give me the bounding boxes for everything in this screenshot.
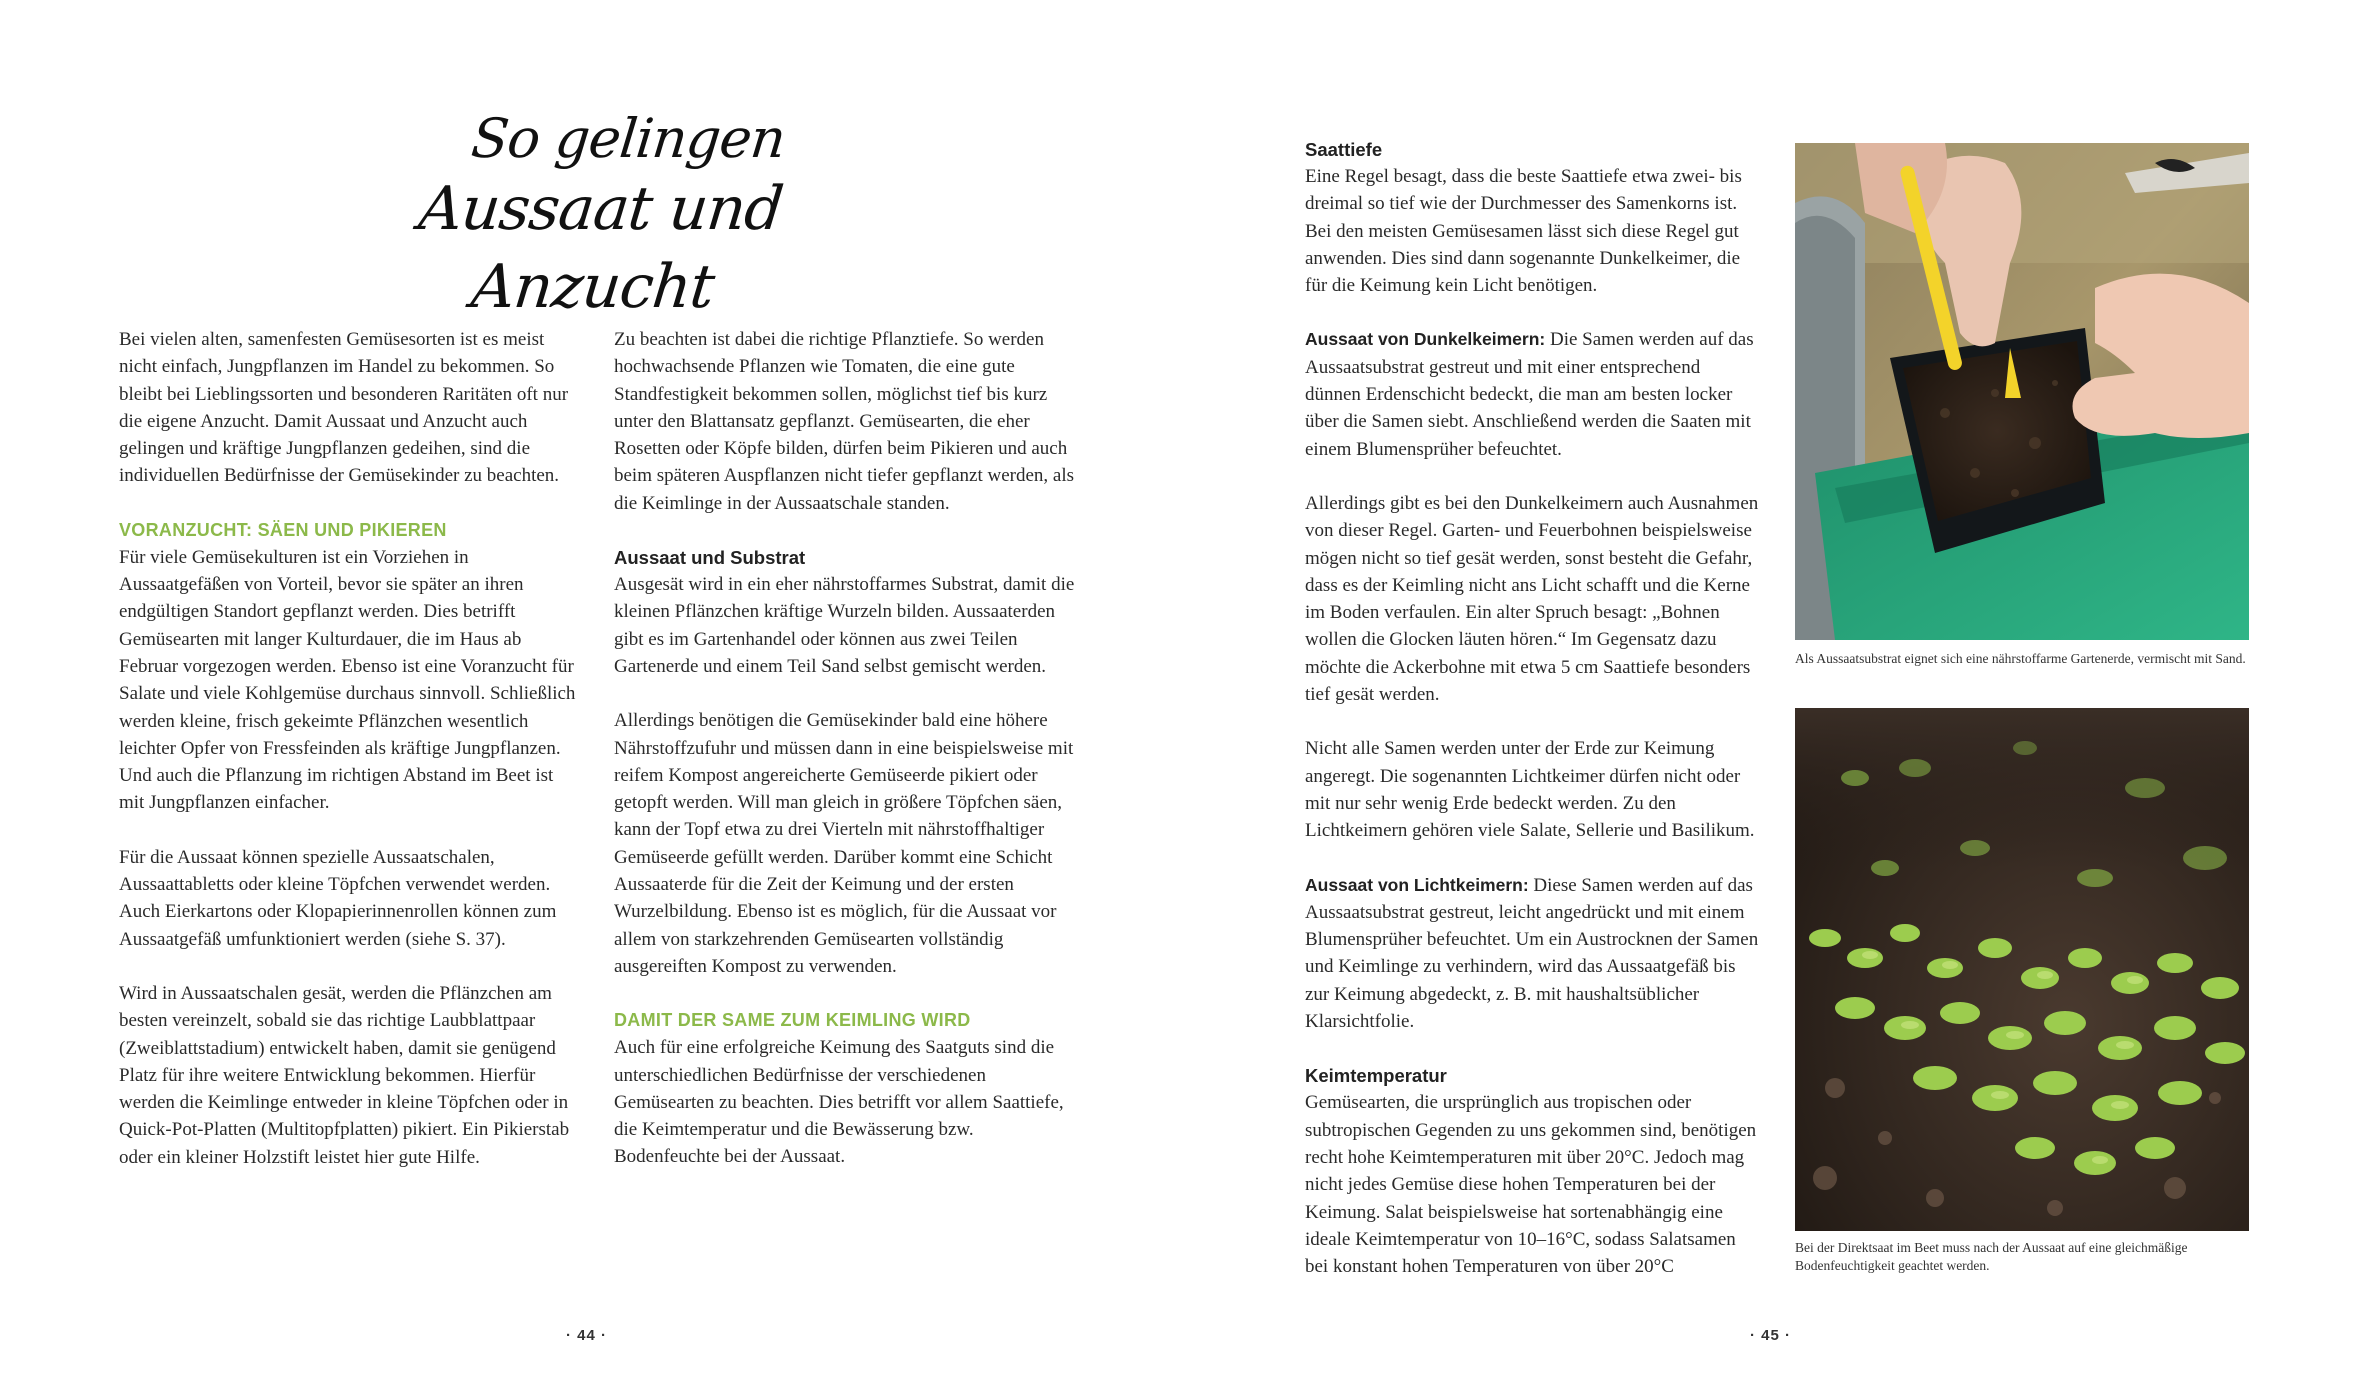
paragraph-text: Diese Samen werden auf das Aussaatsubstrat gestreut, leicht angedrückt und mit einem Blumensprüher befeuchtet. Um ein Austrocknen der Samen und Keimlinge zu verhindern, wird das Aussaatgefäß bis zur Keimung abgedeckt, z. B. mit haushaltsüblicher Klarsichtfolie. — [1305, 874, 1759, 1033]
intro-paragraph: Bei vielen alten, samenfesten Gemüsesorten ist es meist nicht einfach, Jungpflanzen im Handel zu bekommen. So bleibt bei Lieblingssorten und besonderen Raritäten oft nur die eigene Anzucht. Damit Aussaat und Anzucht auch gelingen und kräftige Jungpflanzen gedeihen, sind die individuellen Bedürfnisse der Gemüsekinder zu beachten. — [119, 329, 569, 487]
page-number-left: · 44 · — [566, 1327, 608, 1344]
paragraph: Für die Aussaat können spezielle Aussaatschalen, Aussaattabletts oder kleine Töpfchen verwendet werden. Auch Eierkartons oder Klopapierinnenrollen können zum Aussaatgefäß umfunktioniert werden (siehe S. 37). — [119, 846, 557, 950]
lead-lichtkeimer: Aussaat von Lichtkeimern: — [1305, 874, 1529, 895]
subheading-keimtemperatur: Keimtemperatur — [1305, 1065, 1447, 1087]
photo-seedlings-illustration — [1795, 708, 2249, 1231]
paragraph: Allerdings gibt es bei den Dunkelkeimern auch Ausnahmen von dieser Regel. Garten- und Feuerbohnen beispielsweise mögen nicht so tief gesät werden, sonst besteht die Gefahr, dass es der Keimling nicht ans Licht schafft und die Kerne im Boden verfaulen. Ein alter Spruch besagt: „Bohnen wollen die Glocken läuten hören.“ Im Gegensatz dazu möchte die Ackerbohne mit etwa 5 cm Saattiefe besonders tief gesät werden. — [1305, 492, 1759, 706]
chapter-title — [349, 108, 892, 326]
page-number-right: · 45 · — [1750, 1327, 1792, 1344]
section-heading-keimling: DAMIT DER SAME ZUM KEIMLING WIRD — [614, 1010, 971, 1031]
left-column-2 — [614, 326, 1076, 1171]
photo-seed-pot — [1795, 143, 2249, 640]
paragraph: Wird in Aussaatschalen gesät, werden die Pflänzchen am besten vereinzelt, sobald sie das richtige Laubblattpaar (Zweiblattstadium) entwickelt haben, damit sie genügend Platz für ihre weitere Entwicklung bekommen. Hierfür werden die Keimlinge entweder in kleine Töpfchen oder in Quick-Pot-Platten (Multitopfplatten) pikiert. Ein Pikierstab oder ein kleiner Holzstift leistet hier gute Hilfe. — [119, 982, 570, 1168]
photo-seed-pot-illustration — [1795, 143, 2249, 640]
left-column-1 — [119, 326, 579, 1171]
paragraph: Für viele Gemüsekulturen ist ein Vorziehen in Aussaatgefäßen von Vorteil, bevor sie später an ihren endgültigen Standort gepflanzt werden. Dies betrifft Gemüsearten mit langer Kulturdauer, die im Haus ab Februar vorgezogen werden. Ebenso ist eine Voranzucht für Salate und viele Kohlgemüse durchaus sinnvoll. Schließlich werden kleine, frisch gekeimte Pflänzchen wesentlich leichter Opfer von Fressfeinden als kräftige Jungpflanzen. Und auch die Pflanzung im richtigen Abstand im Beet ist mit Jungpflanzen einfacher. — [119, 546, 576, 814]
photo-caption-1: Als Aussaatsubstrat eignet sich eine nährstoffarme Gartenerde, vermischt mit Sand. — [1795, 651, 2246, 666]
photo-caption-2: Bei der Direktsaat im Beet muss nach der Aussaat auf eine gleichmäßige Bodenfeuchtigkeit geachtet werden. — [1795, 1240, 2188, 1273]
title-line-2: Aussaat und Anzucht — [415, 174, 787, 322]
paragraph-lichtkeimer — [1305, 872, 1760, 1036]
paragraph: Nicht alle Samen werden unter der Erde zur Keimung angeregt. Die sogenannten Lichtkeimer dürfen nicht oder mit nur sehr wenig Erde bedeckt werden. Zu den Lichtkeimern gehören viele Salate, Sellerie und Basilikum. — [1305, 738, 1755, 842]
paragraph: Allerdings benötigen die Gemüsekinder bald eine höhere Nährstoffzufuhr und müssen dann in eine beispielsweise mit reifem Kompost angereicherte Gemüseerde pikiert oder getopft werden. Will man gleich in größere Töpfchen säen, kann der Topf etwa zu drei Vierteln mit nährstoffhaltiger Gemüseerde gefüllt werden. Darüber kommt eine Schicht Aussaaterde für die Zeit der Keimung und der ersten Wurzelbildung. Ebenso ist es möglich, für die Aussaat vor allem von starkzehrenden Gemüsearten vollständig ausgereiften Kompost zu verwenden. — [614, 710, 1074, 977]
paragraph: Gemüsearten, die ursprünglich aus tropischen oder subtropischen Gegenden zu uns gekommen sind, benötigen recht hohe Keimtemperaturen mit über 20°C. Jedoch mag nicht jedes Gemüse diese hohen Temperaturen bei der Keimung. Salat beispielsweise hat sortenabhängig eine ideale Keimtemperatur von 10–16°C, sodass Salatsamen bei konstant hohen Temperaturen von über 20°C — [1305, 1092, 1757, 1278]
paragraph-dunkelkeimer — [1305, 326, 1760, 462]
paragraph: Auch für eine erfolgreiche Keimung des Saatguts sind die unterschiedlichen Bedürfnisse der verschiedenen Gemüsearten zu beachten. Dies betrifft vor allem Saattiefe, die Keimtemperatur und die Bewässerung bzw. Bodenfeuchte bei der Aussaat. — [614, 1037, 1064, 1168]
subheading-aussaat-substrat: Aussaat und Substrat — [614, 547, 806, 569]
paragraph: Ausgesät wird in ein eher nährstoffarmes Substrat, damit die kleinen Pflänzchen kräftige Wurzeln bilden. Aussaaterden gibt es im Gartenhandel oder können aus zwei Teilen Gartenerde und einem Teil Sand selbst gemischt werden. — [614, 574, 1075, 677]
photo-seedlings-bed — [1795, 708, 2249, 1231]
right-column — [1305, 136, 1760, 1280]
subheading-saattiefe: Saattiefe — [1305, 139, 1383, 160]
lead-dunkelkeimer: Aussaat von Dunkelkeimern: — [1305, 329, 1546, 350]
section-heading-voranzucht: VORANZUCHT: SÄEN UND PIKIEREN — [119, 519, 447, 540]
title-line-1: So gelingen — [468, 107, 788, 170]
paragraph-text: Die Samen werden auf das Aussaatsubstrat gestreut und mit einer entsprechend dünnen Erdenschicht bedeckt, die man am besten locker über die Samen siebt. Anschließend werden die Saaten mit einem Blumensprüher befeuchtet. — [1305, 329, 1754, 460]
paragraph: Zu beachten ist dabei die richtige Pflanztiefe. So werden hochwachsende Pflanzen wie Tomaten, die eine gute Standfestigkeit bekommen sollen, möglichst tief bis kurz unter den Blattansatz gepflanzt. Gemüsearten, die eher Rosetten oder Köpfe bilden, dürfen beim Pikieren und auch beim späteren Auspflanzen nicht tiefer gepflanzt werden, als die Keimlinge in der Aussaatschale standen. — [614, 329, 1075, 514]
paragraph: Eine Regel besagt, dass die beste Saattiefe etwa zwei- bis dreimal so tief wie der Durchmesser des Samenkorns ist. Bei den meisten Gemüsesamen lässt sich diese Regel gut anwenden. Dies sind dann sogenannte Dunkelkeimer, die für die Keimung kein Licht benötigen. — [1305, 166, 1742, 297]
